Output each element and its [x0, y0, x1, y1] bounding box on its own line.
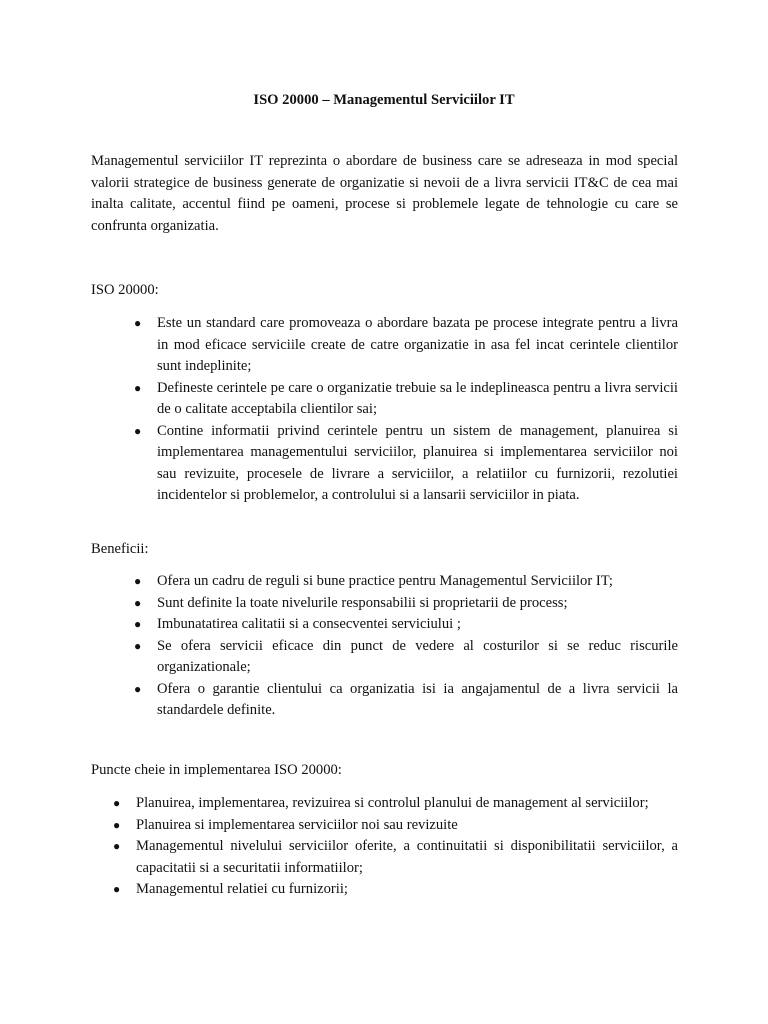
list-item-text: Ofera un cadru de reguli si bune practice pentru Managementul Serviciilor IT; — [157, 573, 613, 589]
puncte-cheie-bullet-list — [113, 793, 678, 901]
list-item — [134, 636, 678, 679]
section-heading-beneficii: Beneficii: — [91, 541, 149, 557]
list-item — [134, 571, 678, 593]
list-item — [113, 836, 678, 879]
bullet-icon: ● — [134, 681, 142, 696]
list-item-text: Ofera o garantie clientului ca organizatia isi ia angajamentul de a livra servicii la standardele definite. — [157, 680, 678, 718]
bullet-icon: ● — [134, 617, 142, 631]
beneficii-bullet-list — [134, 571, 678, 722]
section-heading-iso: ISO 20000: — [91, 282, 159, 298]
list-item — [134, 593, 678, 615]
bullet-icon: ● — [113, 882, 121, 896]
list-item — [134, 378, 678, 421]
bullet-icon: ● — [134, 380, 142, 395]
list-item-text: Imbunatatirea calitatii si a consecventei serviciului ; — [157, 616, 461, 632]
list-item-text: Defineste cerintele pe care o organizatie trebuie sa le indeplineasca pentru a livra servicii de o calitate acceptabila clientilor sai; — [157, 379, 678, 417]
bullet-icon: ● — [113, 839, 121, 853]
section-heading-puncte-cheie: Puncte cheie in implementarea ISO 20000: — [91, 762, 342, 778]
list-item — [113, 815, 678, 837]
list-item — [113, 879, 678, 901]
bullet-icon: ● — [134, 574, 142, 588]
bullet-icon: ● — [134, 316, 142, 330]
bullet-icon: ● — [134, 638, 142, 653]
iso-bullet-list — [134, 313, 678, 507]
document-title: ISO 20000 – Managementul Serviciilor IT — [253, 92, 515, 108]
list-item-text: Este un standard care promoveaza o abordare bazata pe procese integrate pentru a livra in mod eficace serviciile create de catre organizatie in asa fel incat cerintele clientilor sunt indeplinite; — [157, 315, 678, 374]
list-item-text: Contine informatii privind cerintele pentru un sistem de management, planuirea si implementarea managementului serviciilor, planuirea si implementarea serviciilor noi sau revizuite, procesele de livrare a serviciilor, a relatiilor cu furnizorii, rezolutiei incidentelor si problemelor, a controlului si a lansarii serviciilor in piata. — [157, 422, 678, 503]
list-item-text: Planuirea, implementarea, revizuirea si controlul planului de management al serviciilor; — [136, 795, 649, 811]
bullet-icon: ● — [113, 817, 121, 832]
list-item-text: Managementul nivelului serviciilor oferite, a continuitatii si disponibilitatii serviciilor, a capacitatii si a securitatii informatiilor; — [136, 838, 678, 876]
list-item-text: Planuirea si implementarea serviciilor noi sau revizuite — [136, 816, 458, 833]
list-item-text: Se ofera servicii eficace din punct de vedere al costurilor si se reduc riscurile organizationale; — [157, 637, 678, 675]
list-item — [134, 614, 678, 636]
list-item — [134, 421, 678, 507]
list-item-text: Sunt definite la toate nivelurile responsabilii si proprietarii de process; — [157, 594, 568, 611]
list-item — [134, 679, 678, 722]
bullet-icon: ● — [113, 796, 121, 810]
list-item — [134, 313, 678, 378]
list-item-text: Managementul relatiei cu furnizorii; — [136, 881, 348, 897]
intro-paragraph: Managementul serviciilor IT reprezinta o abordare de business care se adreseaza in mod special valorii strategice de business generate de organizatie si nevoii de a livra servicii IT&C de cea mai inalta calitate, accentul fiind pe oameni, procese si problemele legate de tehnologie cu care se confrunta organizatia. — [91, 153, 678, 234]
list-item — [113, 793, 678, 815]
bullet-icon: ● — [134, 423, 142, 438]
bullet-icon: ● — [134, 595, 142, 610]
